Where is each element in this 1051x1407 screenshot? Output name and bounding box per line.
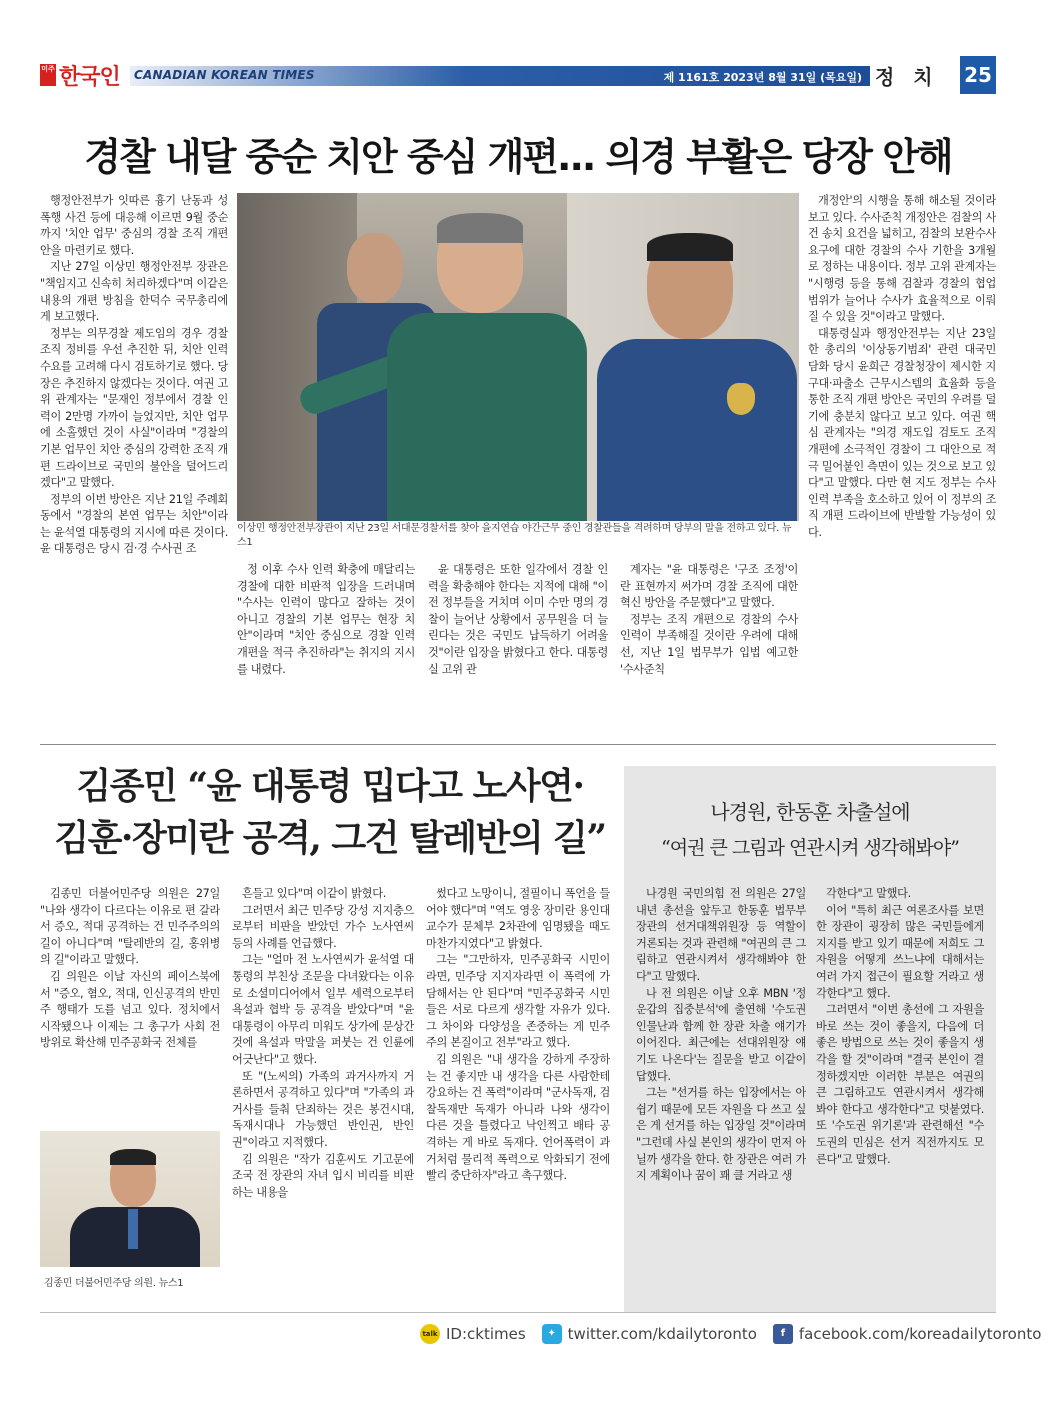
article2-column-3 (426, 886, 610, 1306)
section-divider (40, 744, 996, 745)
twitter-icon: ✦ (542, 1324, 562, 1344)
logo-wordmark: 한국인 (59, 64, 120, 90)
photo-figure-police-officer (597, 233, 797, 521)
paragraph: 그러면서 최근 민주당 강성 지지층으로부터 비판을 받았던 가수 노사연씨 등의 사례를 언급했다. (232, 903, 414, 950)
paragraph: 행정안전부가 잇따른 흉기 난동과 성폭행 사건 등에 대응해 이르면 9월 중순까지 '치안 업무' 중심의 경찰 조직 개편안을 마련키로 했다. (40, 194, 228, 257)
paragraph: 대통령실과 행정안전부는 지난 23일 한 총리의 '이상동기범죄' 관련 대국민 담화 당시 윤희근 경찰청장이 제시한 지구대·파출소 근무시스템의 효율화 등을 통한 조직 개편 방안은 국민의 우려를 덜기에 충분치 않다고 보고 있다. 여권 핵심 관계자는 "의경 재도입 검토도 조직 개편에 소극적인 경찰이 그 대안으로 적극 밀어붙인 측면이 있는 것으로 보고 있다"고 말했다. 다만 현 지도 정부는 수사 인력 부족을 호소하고 있어 이 정부의 조직 개편 드라이브에 반발할 가능성이 있다. (808, 326, 996, 539)
facebook-link[interactable] (773, 1324, 1042, 1344)
paragraph: 김종민 더불어민주당 의원은 27일 "나와 생각이 다르다는 이유로 편 갈라서 증오, 적대 공격하는 건 민주주의의 길이 아니다"며 "탈레반의 길, 홍위병의 길"이라고 말했다. (40, 887, 220, 967)
twitter-url: twitter.com/kdailytoronto (567, 1325, 757, 1343)
section-label: 정 치 (875, 65, 939, 89)
article2-column-2 (232, 886, 414, 1306)
article1-column-1 (40, 193, 228, 725)
paragraph: 나경원 국민의힘 전 의원은 27일 내년 총선을 앞두고 한동훈 법무부 장관의 선거대책위원장 등 역할이 거론되는 것과 관련해 "여권의 큰 그림하고 연관시켜서 생각해봐야 한다"고 말했다. (636, 887, 806, 983)
article1-column-4 (620, 562, 798, 722)
paragraph: 정부는 의무경찰 제도임의 경우 경찰 조직 정비를 우선 추진한 뒤, 치안 인력 수요를 고려해 다시 검토하기로 했다. 당장은 추진하지 않겠다는 것이다. 여권 고위 관계자는 "문재인 정부에서 경찰 인력이 2만명 가까이 늘었지만, 치안 업무에 소홀했던 것이 사실"이라며 "경찰의 기본 업무인 치안 중심의 강력한 조직 개편 드라이브로 국민의 불안을 덜어드리겠다"고 말했다. (40, 326, 228, 490)
article1-headline: 경찰 내달 중순 치안 중심 개편... 의경 부활은 당장 안해 (84, 135, 952, 179)
kakao-link[interactable] (420, 1324, 526, 1344)
headline-line: 나경원, 한동훈 차출설에 (710, 800, 910, 824)
paragraph: 썼다고 노망이니, 절필이니 폭언을 들어야 했다"며 "역도 영웅 장미란 용인대 교수가 문체부 2차관에 임명됐을 때도 마찬가지였다"고 밝혔다. (426, 887, 610, 950)
paragraph: 정부는 조직 개편으로 경찰의 수사 인력이 부족해질 것이란 우려에 대해선, 지난 1일 법무부가 입법 예고한 '수사준칙 (620, 612, 798, 676)
kakao-id: ID:cktimes (446, 1325, 526, 1343)
twitter-link[interactable] (542, 1324, 757, 1344)
logo-badge: 미주 (40, 64, 56, 86)
newspaper-title: CANADIAN KOREAN TIMES (134, 68, 315, 82)
headline-line: 김종민 “윤 대통령 밉다고 노사연· (76, 765, 584, 807)
newspaper-logo (40, 62, 120, 88)
article1-column-2 (237, 562, 415, 722)
facebook-icon: f (773, 1324, 793, 1344)
paragraph: 각한다"고 말했다. (826, 887, 911, 900)
article3-column-1 (636, 886, 806, 1304)
article3-column-2 (816, 886, 984, 1304)
page-number: 25 (960, 56, 996, 94)
issue-date: 제 1161호 2023년 8월 31일 (목요일) (663, 71, 862, 84)
facebook-url: facebook.com/koreadailytoronto (798, 1325, 1042, 1343)
article2-headline (40, 760, 620, 864)
paragraph: 흔들고 있다"며 이같이 밝혔다. (242, 887, 386, 900)
paragraph: 그는 "얼마 전 노사연씨가 윤석열 대통령의 부친상 조문을 다녀왔다는 이유로 소셜미디어에서 일부 세력으로부터 욕설과 협박 등 공격을 받았다"며 "윤 대통령이 아무리 미워도 상가에 문상간 것에 욕설과 막말을 퍼붓는 건 인륜에 어긋난다"고 했다. (232, 953, 414, 1066)
paragraph: 윤 대통령은 또한 일각에서 경찰 인력을 확충해야 한다는 지적에 대해 "이전 정부들을 거치며 이미 수만 명의 경찰이 늘어난 상황에서 공무원을 더 늘린다는 것은 국민도 납득하기 어려울 것"이란 입장을 밝혔다고 한다. 대통령실 고위 관 (428, 563, 608, 676)
paragraph: 김 의원은 "내 생각을 강하게 주장하는 건 좋지만 내 생각을 다른 사람한테 강요하는 건 폭력"이라며 "군사독재, 검찰독재만 독재가 아니라 나와 생각이 다른 것을 틀렸다고 낙인찍고 배타 공격하는 게 바로 독재다. 언어폭력이 과거처럼 물리적 폭력으로 악화되기 전에 빨리 중단하자"라고 촉구했다. (426, 1052, 610, 1183)
masthead-bar (130, 66, 870, 86)
article3-headline (624, 794, 996, 866)
paragraph: 그는 "선거를 하는 입장에서는 아쉽기 때문에 모든 자원을 다 쓰고 싶은 게 선거를 하는 입장일 것"이라며 "그런데 사실 본인의 생각이 먼저 아닐까 생각을 한다. 한 장관은 여러 가지 계획이나 꿈이 꽤 클 거라고 생 (636, 1086, 806, 1183)
article1-photo-caption: 이상민 행정안전부장관이 지난 23일 서대문경찰서를 찾아 을지연습 야간근무 중인 경찰관들을 격려하며 당부의 말을 전하고 있다. 뉴스1 (237, 523, 792, 548)
article1-column-5 (808, 193, 996, 725)
paragraph: 또 "(노씨의) 가족의 과거사까지 거론하면서 공격하고 있다"며 "가족의 과거사를 들춰 단죄하는 것은 봉건시대, 독재시대나 가능했던 반인권, 반인권"이라고 지적했다. (232, 1069, 414, 1149)
article2-column-1 (40, 886, 220, 1126)
article2-photo-caption: 김종민 더불어민주당 의원. 뉴스1 (44, 1278, 184, 1289)
paragraph: 정부의 이번 방안은 지난 21일 주례회동에서 "경찰의 본연 업무는 치안"이라는 윤석열 대통령의 지시에 따른 것이다. 윤 대통령은 당시 검·경 수사권 조 (40, 492, 228, 556)
article1-column-3 (428, 562, 608, 722)
headline-line: “여권 큰 그림과 연관시켜 생각해봐야” (661, 837, 959, 859)
police-badge-icon (727, 383, 755, 415)
footer-social (420, 1322, 1042, 1346)
paragraph: 그는 "그만하자, 민주공화국 시민이라면, 민주당 지지자라면 이 폭력에 가담해서는 안 된다"며 "민주공화국 시민들은 서로 다르게 생각할 자유가 있다. 그 차이와 다양성을 존중하는 게 민주주의 본질이고 전부"라고 했다. (426, 953, 610, 1050)
paragraph: 이어 "특히 최근 여론조사를 보면 한 장관이 굉장히 많은 국민들에게 지지를 받고 있기 때문에 저희도 그 자원을 어떻게 쓰느냐에 대해서는 여러 가지 접근이 필요할 거라고 생각한다"고 했다. (816, 903, 984, 1000)
footer-divider (40, 1312, 996, 1313)
paragraph: 김 의원은 이날 자신의 페이스북에서 "증오, 혐오, 적대, 인신공격의 반민주 행태가 도를 넘고 있다. 정치에서 시작됐으나 이제는 그 총구가 사회 전방위로 확산해 민주공화국 전체를 (40, 969, 220, 1050)
kakaotalk-icon: talk (420, 1324, 440, 1344)
article2-photo (40, 1131, 220, 1267)
masthead (40, 56, 996, 96)
paragraph: 계자는 "윤 대통령은 '구조 조정'이란 표현까지 써가며 경찰 조직에 대한 혁신 방안을 주문했다"고 말했다. (620, 563, 798, 610)
photo-figure-minister (387, 213, 587, 521)
paragraph: 나 전 의원은 이날 오후 MBN '정운갑의 집중분석'에 출연해 '수도권 인물난과 함께 한 장관 차출 얘기가 이어진다. 최근에는 선대위원장 얘기도 나온다'는 질문을 받고 이같이 답했다. (636, 986, 806, 1083)
paragraph: 김 의원은 "작가 김훈씨도 기고문에 조국 전 장관의 자녀 입시 비리를 비판하는 내용을 (232, 1152, 414, 1199)
paragraph: 지난 27일 이상민 행정안전부 장관은 "책임지고 신속히 처리하겠다"며 이같은 내용의 개편 방침을 한덕수 국무총리에게 보고했다. (40, 260, 228, 324)
headline-line: 김훈·장미란 공격, 그건 탈레반의 길” (54, 817, 606, 859)
article1-photo (237, 193, 799, 521)
paragraph: 개정안'의 시행을 통해 해소될 것이라 보고 있다. 수사준칙 개정안은 검찰의 사건 송치 요건을 넓히고, 검찰의 보완수사 요구에 대한 경찰의 수사 기한을 3개월로 정하는 내용이다. 정부 고위 관계자는 "시행령 등을 통해 검찰과 경찰의 협업 범위가 늘어나 수사가 효율적으로 이뤄질 수 있을 것"이라고 말했다. (808, 194, 996, 324)
paragraph: 정 이후 수사 인력 확충에 매달리는 경찰에 대한 비판적 입장을 드러내며 "수사는 인력이 많다고 잘하는 것이 아니고 경찰의 기본 업무는 현장 치안"이라며 "치안 중심으로 경찰 인력 개편을 적극 추진하라"는 취지의 지시를 내렸다. (237, 563, 415, 676)
paragraph: 그러면서 "이번 총선에 그 자원을 바로 쓰는 것이 좋을지, 다음에 더 좋은 방법으로 쓰는 것이 좋을지 생각을 할 것"이라며 "결국 본인이 결정하겠지만 이러한 부분은 여권의 큰 그림하고도 연관시켜서 생각해 봐야 한다고 생각한다"고 덧붙였다. 또 '수도권 위기론'과 관련해선 "수도권의 민심은 선거 직전까지도 모른다"고 말했다. (816, 1003, 984, 1166)
article3-box (624, 766, 996, 1312)
